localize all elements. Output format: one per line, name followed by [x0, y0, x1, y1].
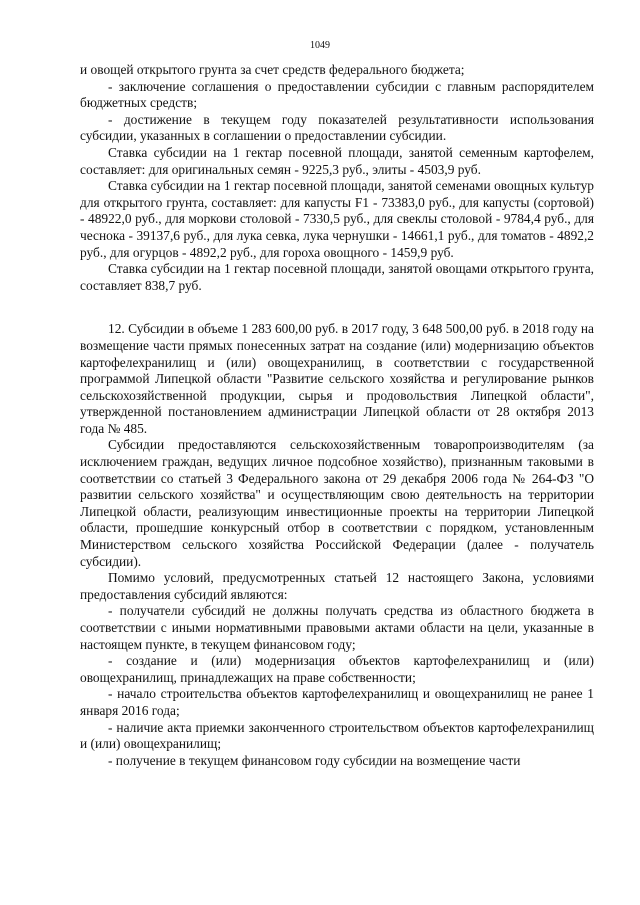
page-number: 1049 [310, 40, 330, 51]
paragraph: 12. Субсидии в объеме 1 283 600,00 руб. в 2017 году, 3 648 500,00 руб. в 2018 году на возмещение части прямых понесенных затрат на создание (или) модернизацию объектов картофелехранилищ и (или) овощехранилищ, в соответствии с государственной программой Липецкой области "Развитие сельского хозяйства и регулирование рынков сельскохозяйственной продукции, сырья и продовольствия Липецкой области", утвержденной постановлением администрации Липецкой области от 28 октября 2013 года № 485. [80, 321, 594, 436]
paragraph: Ставка субсидии на 1 гектар посевной площади, занятой семенами овощных культур для открытого грунта, составляет: для капусты F1 - 73383,0 руб., для капусты (сортовой) - 48922,0 руб., для моркови столовой - 7330,5 руб., для свеклы столовой - 9784,4 руб., для чеснока - 39137,6 руб., для лука севка, лука чернушки - 14661,1 руб., для томатов - 4892,2 руб., для огурцов - 4892,2 руб., для гороха овощного - 1459,9 руб. [80, 178, 594, 260]
paragraph: - получение в текущем финансовом году субсидии на возмещение части [108, 752, 521, 768]
paragraph-spacer [80, 294, 594, 321]
paragraph: Субсидии предоставляются сельскохозяйственным товаропроизводителям (за исключением граждан, ведущих личное подсобное хозяйство), признанным таковыми в соответствии со статьей 3 Федерального закона от 29 декабря 2006 года № 264-ФЗ "О развитии сельского хозяйства" и осуществляющим свою деятельность на территории Липецкой области, реализующим инвестиционные проекты на территории Липецкой области, прошедшие конкурсный отбор в соответствии с порядком, установленным Министерством сельского хозяйства Российской Федерации (далее - получатель субсидии). [80, 437, 594, 569]
paragraph: Ставка субсидии на 1 гектар посевной площади, занятой овощами открытого грунта, составляет 838,7 руб. [80, 261, 594, 293]
paragraph: Ставка субсидии на 1 гектар посевной площади, занятой семенным картофелем, составляет: для оригинальных семян - 9225,3 руб., элиты - 4503,9 руб. [80, 144, 594, 177]
paragraph: - заключение соглашения о предоставлении субсидии с главным распорядителем бюджетных средств; [80, 78, 594, 111]
paragraph: - получатели субсидий не должны получать средства из областного бюджета в соответствии с иными нормативными правовыми актами области на цели, указанные в настоящем пункте, в текущем финансовом году; [80, 603, 594, 652]
paragraph: Помимо условий, предусмотренных статьей 12 настоящего Закона, условиями предоставления субсидий являются: [80, 570, 594, 602]
paragraph: - достижение в текущем году показателей результативности использования субсидии, указанных в соглашении о предоставлении субсидии. [80, 111, 594, 144]
paragraph: - начало строительства объектов картофелехранилищ и овощехранилищ не ранее 1 января 2016 года; [80, 686, 594, 718]
paragraph: - создание и (или) модернизация объектов картофелехранилищ и (или) овощехранилищ, принадлежащих на праве собственности; [80, 653, 594, 685]
paragraph: - наличие акта приемки законченного строительством объектов картофелехранилищ и (или) овощехранилищ; [80, 719, 594, 752]
document-body [80, 62, 594, 769]
paragraph: и овощей открытого грунта за счет средств федерального бюджета; [80, 62, 465, 77]
